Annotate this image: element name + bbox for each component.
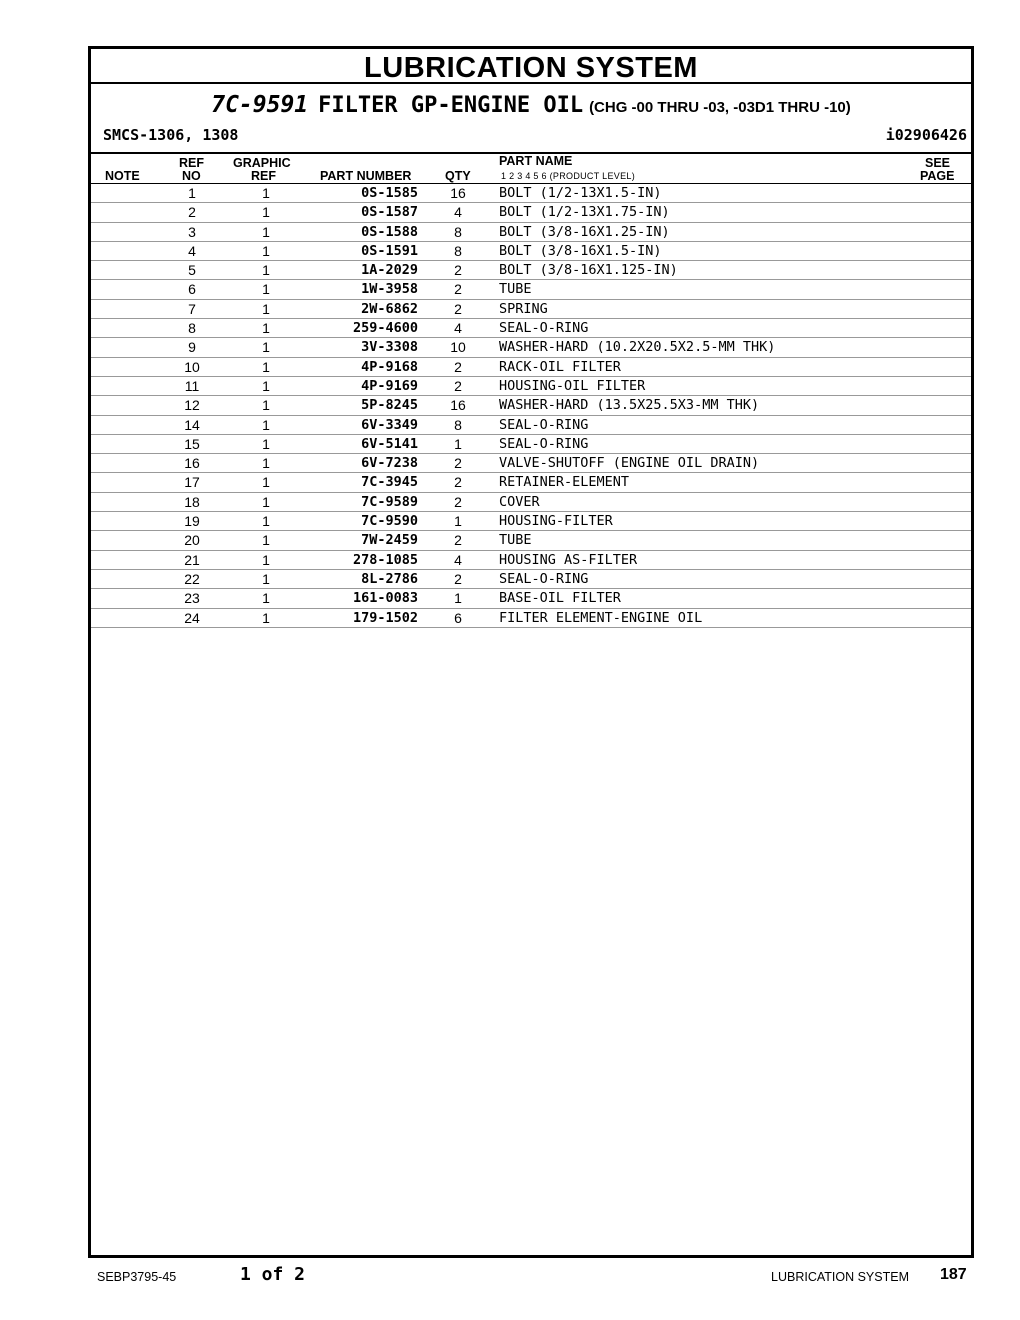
row-qty: 8 [454, 223, 462, 240]
row-part-name: HOUSING AS-FILTER [499, 551, 638, 568]
table-row [91, 203, 971, 222]
row-part-name: TUBE [499, 532, 532, 549]
row-part-name: TUBE [499, 281, 532, 298]
footer-page-number: 187 [940, 1266, 967, 1283]
table-row [91, 223, 971, 242]
row-part-number: 1W-3958 [361, 281, 418, 298]
row-qty: 1 [454, 435, 462, 452]
page-footer [0, 1262, 1020, 1292]
row-part-name: SEAL-O-RING [499, 416, 589, 433]
row-part-number: 4P-9168 [361, 358, 418, 375]
col-product-level: 1 2 3 4 5 6 (PRODUCT LEVEL) [501, 171, 635, 181]
table-row [91, 473, 971, 492]
row-qty: 8 [454, 242, 462, 259]
table-row [91, 319, 971, 338]
footer-page-of: 1 of 2 [240, 1264, 306, 1285]
serial-note: (CHG -00 THRU -03, -03D1 THRU -10) [589, 99, 851, 116]
col-see-top: SEE [925, 156, 951, 170]
table-row [91, 551, 971, 570]
row-part-number: 179-1502 [352, 609, 418, 626]
row-part-number: 6V-3349 [361, 416, 418, 433]
row-part-number: 0S-1587 [361, 204, 418, 221]
table-row [91, 280, 971, 299]
row-part-number: 7W-2459 [361, 532, 418, 549]
row-ref-no: 15 [184, 435, 200, 452]
row-part-name: BOLT (1/2-13X1.5-IN) [499, 185, 662, 201]
table-row [91, 242, 971, 261]
row-graphic-ref: 1 [262, 609, 270, 626]
row-part-number: 6V-7238 [361, 455, 418, 472]
row-part-number: 0S-1585 [361, 185, 418, 201]
row-qty: 2 [454, 358, 462, 375]
table-row [91, 396, 971, 415]
illustration-id: i02906426 [885, 126, 967, 144]
row-ref-no: 22 [184, 570, 200, 587]
row-part-name: WASHER-HARD (10.2X20.5X2.5-MM THK) [499, 339, 776, 356]
row-part-name: BOLT (3/8-16X1.5-IN) [499, 242, 662, 259]
row-part-number: 3V-3308 [361, 339, 418, 356]
row-ref-no: 3 [188, 223, 196, 240]
row-part-name: COVER [499, 493, 540, 510]
row-part-name: SEAL-O-RING [499, 570, 589, 587]
row-qty: 2 [454, 455, 462, 472]
row-graphic-ref: 1 [262, 358, 270, 375]
row-ref-no: 24 [184, 609, 200, 626]
row-graphic-ref: 1 [262, 435, 270, 452]
row-part-name: VALVE-SHUTOFF (ENGINE OIL DRAIN) [499, 455, 760, 472]
row-graphic-ref: 1 [262, 570, 270, 587]
footer-doc-number: SEBP3795-45 [97, 1270, 177, 1284]
row-qty: 4 [454, 320, 462, 337]
row-graphic-ref: 1 [262, 204, 270, 221]
footer-section: LUBRICATION SYSTEM [771, 1270, 909, 1284]
row-qty: 2 [454, 377, 462, 394]
row-ref-no: 20 [184, 532, 200, 549]
row-graphic-ref: 1 [262, 455, 270, 472]
row-part-number: 5P-8245 [361, 397, 418, 414]
row-graphic-ref: 1 [262, 513, 270, 530]
column-headers [91, 154, 971, 184]
row-ref-no: 17 [184, 474, 200, 491]
row-part-name: RACK-OIL FILTER [499, 358, 621, 375]
row-part-number: 4P-9169 [361, 377, 418, 394]
row-part-number: 278-1085 [352, 551, 418, 568]
row-qty: 1 [454, 513, 462, 530]
row-ref-no: 19 [184, 513, 200, 530]
row-part-name: SPRING [499, 300, 548, 317]
row-qty: 16 [450, 185, 466, 201]
row-qty: 2 [454, 300, 462, 317]
row-qty: 1 [454, 590, 462, 607]
row-part-name: SEAL-O-RING [499, 320, 589, 337]
col-graphic-bottom: REF [251, 169, 276, 183]
row-part-name: HOUSING-FILTER [499, 513, 613, 530]
row-graphic-ref: 1 [262, 300, 270, 317]
row-qty: 4 [454, 204, 462, 221]
row-graphic-ref: 1 [262, 397, 270, 414]
row-part-number: 1A-2029 [361, 262, 418, 279]
col-part-number: PART NUMBER [320, 169, 412, 183]
row-graphic-ref: 1 [262, 262, 270, 279]
row-graphic-ref: 1 [262, 223, 270, 240]
table-row [91, 609, 971, 628]
row-part-number: 0S-1591 [361, 242, 418, 259]
row-ref-no: 5 [188, 262, 196, 279]
row-part-name: BOLT (1/2-13X1.75-IN) [499, 204, 670, 221]
row-qty: 2 [454, 281, 462, 298]
row-ref-no: 16 [184, 455, 200, 472]
row-qty: 2 [454, 570, 462, 587]
row-graphic-ref: 1 [262, 532, 270, 549]
table-row [91, 531, 971, 550]
col-note: NOTE [105, 169, 140, 183]
row-graphic-ref: 1 [262, 416, 270, 433]
table-row [91, 300, 971, 319]
table-row [91, 454, 971, 473]
section-title: LUBRICATION SYSTEM [91, 49, 971, 84]
table-row [91, 435, 971, 454]
col-qty: QTY [445, 169, 471, 183]
row-qty: 8 [454, 416, 462, 433]
row-part-number: 7C-9590 [361, 513, 418, 530]
table-row [91, 512, 971, 531]
row-graphic-ref: 1 [262, 590, 270, 607]
row-qty: 6 [454, 609, 462, 626]
row-ref-no: 12 [184, 397, 200, 414]
row-graphic-ref: 1 [262, 185, 270, 201]
row-part-name: WASHER-HARD (13.5X25.5X3-MM THK) [499, 397, 760, 414]
row-qty: 2 [454, 493, 462, 510]
table-row [91, 261, 971, 280]
row-part-name: SEAL-O-RING [499, 435, 589, 452]
table-row [91, 493, 971, 512]
row-graphic-ref: 1 [262, 281, 270, 298]
row-ref-no: 21 [184, 551, 200, 568]
row-part-number: 2W-6862 [361, 300, 418, 317]
col-ref-bottom: NO [182, 169, 201, 183]
row-graphic-ref: 1 [262, 493, 270, 510]
table-row [91, 338, 971, 357]
row-part-number: 8L-2786 [361, 570, 418, 587]
row-ref-no: 10 [184, 358, 200, 375]
row-qty: 4 [454, 551, 462, 568]
row-part-name: BASE-OIL FILTER [499, 590, 621, 607]
row-part-name: HOUSING-OIL FILTER [499, 377, 646, 394]
row-part-number: 7C-3945 [361, 474, 418, 491]
col-part-name: PART NAME [499, 154, 573, 168]
row-ref-no: 1 [188, 185, 196, 201]
row-part-number: 6V-5141 [361, 435, 418, 452]
row-graphic-ref: 1 [262, 474, 270, 491]
row-ref-no: 4 [188, 242, 196, 259]
row-graphic-ref: 1 [262, 377, 270, 394]
row-part-name: BOLT (3/8-16X1.25-IN) [499, 223, 670, 240]
row-graphic-ref: 1 [262, 339, 270, 356]
row-qty: 2 [454, 532, 462, 549]
row-part-number: 161-0083 [352, 590, 418, 607]
col-graphic-top: GRAPHIC [233, 156, 291, 170]
row-ref-no: 23 [184, 590, 200, 607]
row-ref-no: 11 [184, 377, 200, 394]
table-row [91, 184, 971, 203]
row-ref-no: 6 [188, 281, 196, 298]
row-ref-no: 8 [188, 320, 196, 337]
row-part-name: FILTER ELEMENT-ENGINE OIL [499, 609, 703, 626]
row-ref-no: 14 [184, 416, 200, 433]
group-heading [91, 84, 971, 124]
table-row [91, 570, 971, 589]
row-ref-no: 18 [184, 493, 200, 510]
row-ref-no: 9 [188, 339, 196, 356]
row-graphic-ref: 1 [262, 320, 270, 337]
row-graphic-ref: 1 [262, 551, 270, 568]
parts-page-frame [88, 46, 974, 1258]
row-qty: 2 [454, 474, 462, 491]
group-part-name: FILTER GP-ENGINE OIL [318, 93, 584, 118]
row-ref-no: 2 [188, 204, 196, 221]
col-ref-top: REF [179, 156, 204, 170]
row-ref-no: 7 [188, 300, 196, 317]
table-row [91, 416, 971, 435]
row-part-number: 259-4600 [352, 320, 418, 337]
parts-list [91, 184, 971, 628]
table-row [91, 377, 971, 396]
group-part-number: 7C-9591 [211, 92, 309, 118]
table-row [91, 589, 971, 608]
row-part-name: RETAINER-ELEMENT [499, 474, 630, 491]
row-part-number: 7C-9589 [361, 493, 418, 510]
row-part-number: 0S-1588 [361, 223, 418, 240]
row-qty: 2 [454, 262, 462, 279]
row-qty: 16 [450, 397, 466, 414]
smcs-row [91, 124, 971, 154]
table-row [91, 358, 971, 377]
row-part-name: BOLT (3/8-16X1.125-IN) [499, 262, 678, 279]
row-qty: 10 [450, 339, 466, 356]
smcs-code: SMCS-1306, 1308 [103, 126, 239, 144]
row-graphic-ref: 1 [262, 242, 270, 259]
col-see-bottom: PAGE [920, 169, 955, 183]
